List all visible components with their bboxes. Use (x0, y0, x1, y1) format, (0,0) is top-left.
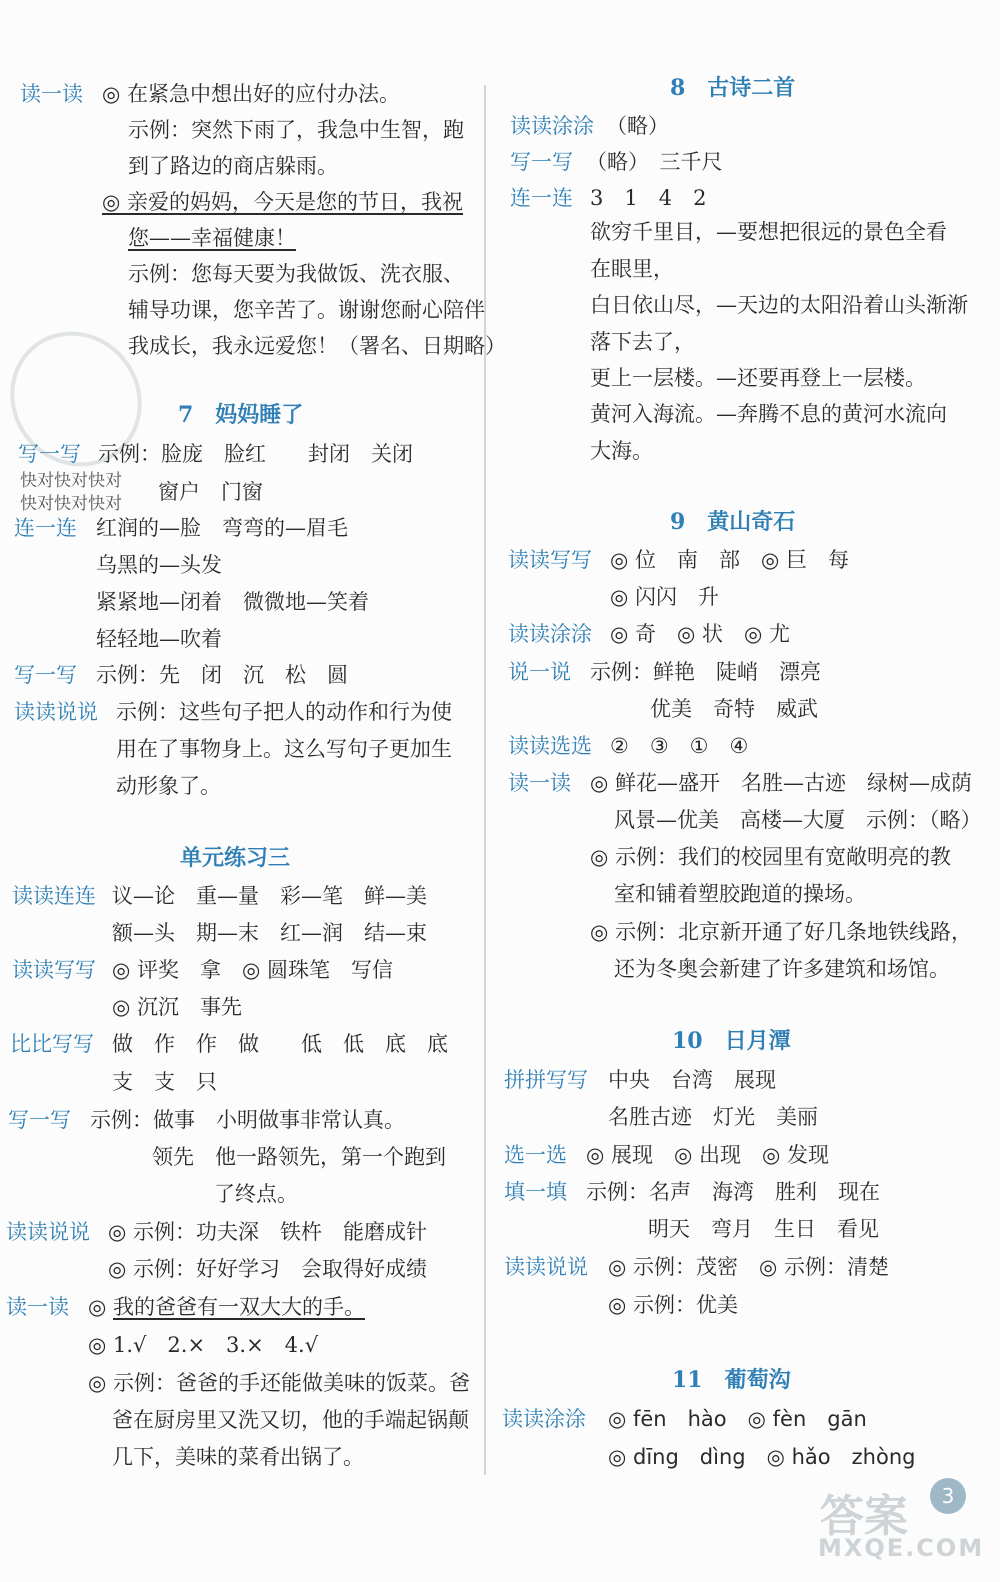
section-label: 读读说说 (14, 700, 98, 724)
section-label: 连一连 (510, 186, 573, 210)
section-heading: 8 古诗二首 (670, 75, 796, 101)
answer-line: 示例：做事 小明做事非常认真。 (90, 1108, 405, 1132)
answer-line: 到了路边的商店躲雨。 (128, 154, 338, 178)
answer-line: 明天 弯月 生日 看见 (648, 1217, 879, 1241)
answer-line: ◎ 闪闪 升 (610, 585, 719, 609)
section-label: 读读连连 (12, 884, 96, 908)
section-heading: 9 黄山奇石 (670, 509, 796, 535)
answer-line: 您——幸福健康！ (128, 226, 296, 250)
stamp-text: 快对快对快对 (20, 471, 122, 491)
answer-line: 几下，美味的菜肴出锅了。 (112, 1445, 364, 1469)
answer-line: 议—论 重—量 彩—笔 鲜—美 (112, 884, 427, 908)
answer-line: （略） 三千尺 (586, 150, 723, 174)
answer-line: ② ③ ① ④ (610, 734, 749, 758)
answer-line: 示例：您每天要为我做饭、洗衣服、 (128, 262, 464, 286)
section-label: 填一填 (504, 1180, 567, 1204)
answer-line: ◎ 1.√ 2.× 3.× 4.√ (88, 1333, 319, 1357)
answer-line: ◎ 评奖 拿 ◎ 圆珠笔 写信 (112, 958, 393, 982)
answer-line: ◎ fēn hào ◎ fèn gān (608, 1407, 867, 1431)
answer-line: 示例：这些句子把人的动作和行为使 (116, 700, 452, 724)
answer-line: 黄河入海流。—奔腾不息的黄河水流向 (590, 402, 947, 426)
answer-line: 红润的—脸 弯弯的—眉毛 (96, 516, 348, 540)
answer-line: 室和铺着塑胶跑道的操场。 (614, 882, 866, 906)
section-heading: 单元练习三 (180, 845, 291, 871)
page-number: 3 (930, 1478, 966, 1514)
column-divider (484, 85, 486, 1475)
answer-line: 示例：鲜艳 陡峭 漂亮 (590, 660, 821, 684)
answer-line: 领先 他一路领先，第一个跑到 (152, 1145, 446, 1169)
section-label: 拼拼写写 (504, 1068, 588, 1092)
section-heading: 10 日月潭 (672, 1028, 791, 1054)
answer-line: ◎ 沉沉 事先 (112, 995, 242, 1019)
section-label: 读读写写 (508, 548, 592, 572)
answer-line: 动形象了。 (116, 774, 221, 798)
section-label: 选一选 (504, 1143, 567, 1167)
answer-line: 紧紧地—闭着 微微地—笑着 (96, 590, 369, 614)
section-label: 读读说说 (504, 1255, 588, 1279)
answer-line: 做 作 作 做 低 低 底 底 (112, 1032, 448, 1056)
answer-line: 还为冬奥会新建了许多建筑和场馆。 (614, 957, 950, 981)
answer-line: 优美 奇特 威武 (650, 697, 818, 721)
answer-line: 乌黑的—头发 (96, 553, 222, 577)
answer-line: ◎ 示例：优美 (608, 1293, 738, 1317)
answer-line: 辅导功课，您辛苦了。谢谢您耐心陪伴 (128, 298, 485, 322)
answer-line: 大海。 (590, 439, 653, 463)
stamp-text: 快对快对快对 (20, 494, 122, 514)
section-label: 读读写写 (12, 958, 96, 982)
watermark-logo: 答案 (820, 1491, 908, 1542)
answer-line: 名胜古迹 灯光 美丽 (608, 1105, 818, 1129)
section-label: 读一读 (20, 82, 83, 106)
answer-line: ◎ 奇 ◎ 状 ◎ 尤 (610, 622, 790, 646)
section-heading: 11 葡萄沟 (672, 1367, 791, 1393)
answer-line: 用在了事物身上。这么写句子更加生 (116, 737, 452, 761)
answer-line: 我成长，我永远爱您！（署名、日期略） (128, 334, 506, 358)
answer-line: 中央 台湾 展现 (608, 1068, 776, 1092)
answer-line: ◎ dīng dìng ◎ hǎo zhòng (608, 1445, 916, 1469)
section-label: 读读涂涂 (508, 622, 592, 646)
answer-line: 支 支 只 (112, 1070, 217, 1094)
answer-line: ◎ 位 南 部 ◎ 巨 每 (610, 548, 849, 572)
answer-line: ◎ 我的爸爸有一双大大的手。 (88, 1295, 365, 1319)
section-label: 读一读 (508, 771, 571, 795)
answer-line: ◎ 示例：好好学习 会取得好成绩 (108, 1257, 427, 1281)
answer-line: 示例：名声 海湾 胜利 现在 (586, 1180, 880, 1204)
answer-line: ◎ 示例：功夫深 铁杵 能磨成针 (108, 1220, 427, 1244)
answer-line: 更上一层楼。—还要再登上一层楼。 (590, 366, 926, 390)
answer-line: 额—头 期—末 红—润 结—束 (112, 921, 427, 945)
answer-line: 白日依山尽，—天边的太阳沿着山头渐渐 (590, 293, 968, 317)
underlined-text: 我的爸爸有一双大大的手。 (113, 1295, 365, 1319)
answer-line: 欲穷千里目，—要想把很远的景色全看 (590, 220, 947, 244)
answer-line: 窗户 门窗 (158, 480, 263, 504)
answer-line: ◎ 示例：北京新开通了好几条地铁线路， (590, 920, 972, 944)
section-label: 连一连 (14, 516, 77, 540)
answer-line: ◎ 示例：茂密 ◎ 示例：清楚 (608, 1255, 889, 1279)
section-label: 读读选选 (508, 734, 592, 758)
section-label: 写一写 (510, 150, 573, 174)
section-label: 写一写 (14, 663, 77, 687)
section-label: 写一写 (18, 442, 81, 466)
watermark-url: MXQE.COM (818, 1534, 985, 1562)
answer-line: ◎ 展现 ◎ 出现 ◎ 发现 (586, 1143, 829, 1167)
answer-line: 风景—优美 高楼—大厦 示例：（略） (614, 808, 982, 832)
answer-line: 落下去了， (590, 330, 695, 354)
section-label: 读一读 (6, 1295, 69, 1319)
section-label: 读读说说 (6, 1220, 90, 1244)
section-label: 说一说 (508, 660, 571, 684)
section-label: 比比写写 (10, 1032, 94, 1056)
answer-line: 3 1 4 2 (590, 186, 707, 210)
answer-line: ◎ 示例：爸爸的手还能做美味的饭菜。爸 (88, 1371, 470, 1395)
answer-line: 爸在厨房里又洗又切，他的手端起锅颠 (112, 1408, 469, 1432)
answer-line: 了终点。 (214, 1182, 298, 1206)
section-label: 写一写 (8, 1108, 71, 1132)
section-heading: 7 妈妈睡了 (178, 402, 304, 428)
answer-line: 在眼里， (590, 257, 674, 281)
section-label: 读读涂涂 (502, 1407, 586, 1431)
answer-line: ◎ 鲜花—盛开 名胜—古迹 绿树—成荫 (590, 771, 972, 795)
answer-line: （略） (606, 114, 669, 138)
answer-line: ◎ 亲爱的妈妈，今天是您的节日，我祝 (102, 190, 463, 214)
answer-line: ◎ 示例：我们的校园里有宽敞明亮的教 (590, 845, 951, 869)
section-label: 读读涂涂 (510, 114, 594, 138)
answer-line: 示例：脸庞 脸红 封闭 关闭 (98, 442, 413, 466)
answer-line: 轻轻地—吹着 (96, 627, 222, 651)
answer-line: 示例：先 闭 沉 松 圆 (96, 663, 348, 687)
answer-line: ◎ 在紧急中想出好的应付办法。 (102, 82, 400, 106)
answer-line: 示例：突然下雨了，我急中生智，跑 (128, 118, 464, 142)
